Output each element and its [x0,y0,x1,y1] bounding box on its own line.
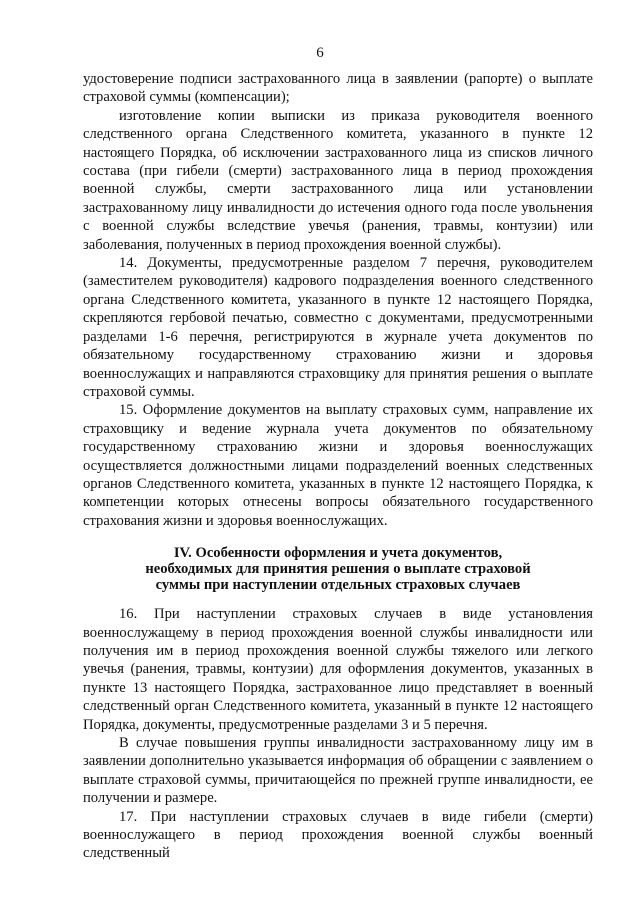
paragraph-item-14: 14. Документы, предусмотренные разделом 7 перечня, руководителем (заместителем руководителя) кадрового подразделения военного следственного органа Следственного комитета, указанного в пункте 12 настоящего Порядка, скрепляются гербовой печатью, совместно с документами, предусмотренными разделами 1-6 перечня, регистрируются в журнале учета документов по обязательному государственному страхованию жизни и здоровья военнослужащих и направляются страховщику для принятия решения о выплате страховой суммы. [83,255,593,400]
section-heading [83,545,593,593]
document-body [83,70,593,863]
paragraph-item-17: 17. При наступлении страховых случаев в виде гибели (смерти) военнослужащего в период прохождения военной службы военный следственный [83,808,593,862]
section-heading-line-2: необходимых для принятия решения о выплате страховой [145,561,531,578]
paragraph-item-16: 16. При наступлении страховых случаев в виде установления военнослужащему в период прохождения военной службы инвалидности или получения им в период прохождения военной службы тяжелого или легкого увечья (ранения, травмы, контузии) для оформления документов, указанных в пункте 13 настоящего Порядка, застрахованное лицо представляет в военный следственный орган Следственного комитета, указанный в пункте 12 настоящего Порядка, документы, предусмотренные разделами 3 и 5 перечня. [83,606,593,733]
paragraph-certification: удостоверение подписи застрахованного лица в заявлении (рапорте) о выплате страховой суммы (компенсации); [83,71,593,106]
paragraph-disability-increase: В случае повышения группы инвалидности застрахованному лицу им в заявлении дополнительно указывается информация об обращении с заявлением о выплате страховой суммы, причитающейся по прежней группе инвалидности, ее получении и размере. [83,735,593,807]
paragraph-item-15: 15. Оформление документов на выплату страховых сумм, направление их страховщику и ведение журнала учета документов по обязательному государственному страхованию жизни и здоровья военнослужащих осуществляется должностными лицами подразделений военных следственных органов Следственного комитета, указанных в пункте 12 настоящего Порядка, к компетенции которых отнесены вопросы обязательного государственного страхования жизни и здоровья военнослужащих. [83,402,593,529]
page-number: 6 [316,45,324,61]
paragraph-order-extract: изготовление копии выписки из приказа руководителя военного следственного органа Следственного комитета, указанного в пункте 12 настоящего Порядка, об исключении застрахованного лица из списков личного состава (при гибели (смерти) застрахованного лица в период прохождения военной службы, смерти застрахованного лица или установлении застрахованному лицу инвалидности до истечения одного года после увольнения с военной службы вследствие увечья (ранения, травмы, контузии) или заболевания, полученных в период прохождения военной службы). [83,107,593,253]
section-heading-line-3: суммы при наступлении отдельных страховых случаев [155,577,521,594]
section-heading-line-1: IV. Особенности оформления и учета документов, [173,545,503,562]
